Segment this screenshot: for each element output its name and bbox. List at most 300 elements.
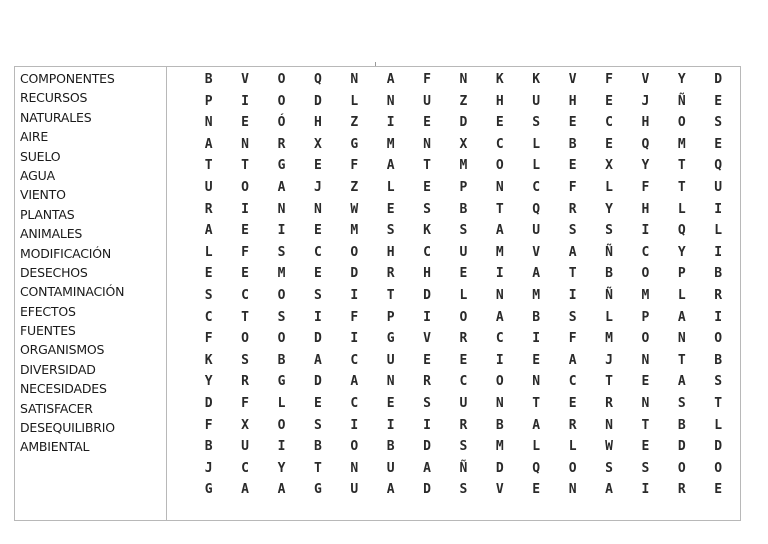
grid-cell: O (277, 287, 287, 303)
grid-cell: S (532, 115, 542, 131)
grid-cell: D (313, 374, 323, 390)
grid-cell: E (241, 115, 250, 131)
grid-cell: I (641, 482, 651, 498)
grid-cell: E (204, 266, 214, 282)
word-list-item: NATURALES (20, 109, 92, 125)
grid-cell: L (277, 395, 287, 411)
grid-cell: Q (714, 158, 724, 174)
word-list-item: DESEQUILIBRIO (20, 420, 115, 436)
grid-cell: J (641, 93, 651, 109)
grid-cell: H (641, 201, 651, 217)
grid-row (191, 436, 737, 458)
word-list-item: NECESIDADES (20, 381, 107, 397)
grid-cell: H (495, 93, 505, 109)
grid-cell: G (386, 331, 396, 347)
grid-cell: S (605, 223, 614, 239)
grid-cell: O (677, 460, 687, 476)
grid-cell: C (495, 136, 505, 152)
grid-cell: E (714, 136, 724, 152)
grid-cell: P (459, 179, 469, 195)
grid-cell: X (241, 417, 250, 433)
grid-cell: A (277, 482, 287, 498)
grid-cell: U (532, 93, 542, 109)
grid-cell: E (568, 395, 578, 411)
grid-cell: G (313, 482, 323, 498)
grid-cell: M (677, 136, 687, 152)
grid-cell: H (423, 266, 432, 282)
grid-cell: A (277, 179, 287, 195)
grid-cell: N (350, 72, 360, 87)
grid-cell: S (313, 287, 323, 303)
grid-cell: Q (313, 72, 323, 87)
grid-row (191, 91, 737, 113)
grid-cell: I (241, 93, 250, 109)
grid-cell: G (204, 482, 214, 498)
grid-cell: I (568, 287, 578, 303)
grid-cell: X (605, 158, 614, 174)
grid-cell: C (241, 460, 250, 476)
grid-cell: L (532, 158, 542, 174)
grid-cell: S (241, 352, 250, 368)
grid-cell: S (641, 460, 651, 476)
grid-cell: L (677, 201, 687, 217)
grid-cell: F (241, 395, 250, 411)
grid-cell: I (495, 352, 505, 368)
grid-cell: E (241, 223, 250, 239)
grid-cell: C (350, 352, 360, 368)
grid-cell: D (423, 482, 432, 498)
grid-cell: U (350, 482, 360, 498)
grid-cell: E (313, 266, 323, 282)
grid-cell: E (641, 374, 651, 390)
grid-cell: U (423, 93, 432, 109)
grid-cell: E (313, 158, 323, 174)
grid-cell: T (677, 352, 687, 368)
grid-cell: Ñ (605, 287, 614, 303)
grid-cell: V (423, 331, 432, 347)
grid-cell: W (605, 439, 614, 455)
grid-cell: F (641, 179, 651, 195)
grid-cell: I (495, 266, 505, 282)
grid-row (191, 177, 737, 199)
grid-cell: N (313, 201, 323, 217)
grid-cell: T (423, 158, 432, 174)
grid-cell: Y (677, 72, 687, 87)
grid-cell: A (386, 158, 396, 174)
grid-cell: E (423, 179, 432, 195)
grid-cell: I (277, 223, 287, 239)
grid-cell: E (386, 395, 396, 411)
grid-cell: O (459, 309, 469, 325)
grid-cell: I (386, 115, 396, 131)
grid-cell: A (313, 352, 323, 368)
grid-cell: B (714, 352, 724, 368)
word-list-item: COMPONENTES (20, 71, 115, 86)
word-list-item: AGUA (20, 167, 55, 183)
grid-cell: L (532, 136, 542, 152)
grid-cell: R (568, 201, 578, 217)
grid-cell: C (313, 244, 323, 260)
grid-cell: N (495, 287, 505, 303)
grid-cell: A (677, 309, 687, 325)
grid-cell: O (241, 331, 250, 347)
grid-cell: A (204, 223, 214, 239)
grid-cell: B (605, 266, 614, 282)
grid-cell: R (714, 287, 724, 303)
grid-cell: Q (677, 223, 687, 239)
grid-cell: T (714, 395, 724, 411)
grid-cell: E (423, 352, 432, 368)
grid-cell: D (204, 395, 214, 411)
grid-cell: F (568, 179, 578, 195)
grid-cell: K (423, 223, 432, 239)
grid-cell: S (568, 309, 578, 325)
grid-cell: O (495, 374, 505, 390)
grid-cell: F (350, 158, 360, 174)
grid-row (191, 415, 737, 437)
grid-cell: L (605, 179, 614, 195)
grid-cell: I (386, 417, 396, 433)
letter-grid (191, 69, 737, 501)
grid-row (191, 220, 737, 242)
grid-cell: L (532, 439, 542, 455)
grid-cell: J (605, 352, 614, 368)
grid-cell: U (459, 244, 469, 260)
grid-cell: E (605, 93, 614, 109)
grid-row (191, 285, 737, 307)
grid-cell: S (459, 439, 469, 455)
grid-cell: I (714, 201, 724, 217)
grid-cell: N (641, 395, 651, 411)
grid-cell: T (313, 460, 323, 476)
grid-cell: I (641, 223, 651, 239)
grid-cell: O (677, 115, 687, 131)
grid-cell: L (677, 287, 687, 303)
grid-row (191, 393, 737, 415)
grid-row (191, 69, 737, 91)
grid-cell: I (714, 244, 724, 260)
grid-cell: C (641, 244, 651, 260)
grid-cell: Y (204, 374, 214, 390)
grid-cell: U (241, 439, 250, 455)
grid-cell: M (459, 158, 469, 174)
word-list-item: PLANTAS (20, 206, 75, 222)
grid-cell: F (605, 72, 614, 87)
grid-row (191, 242, 737, 264)
grid-cell: C (495, 331, 505, 347)
grid-cell: R (241, 374, 250, 390)
grid-cell: A (532, 417, 542, 433)
grid-cell: P (677, 266, 687, 282)
grid-cell: I (277, 439, 287, 455)
grid-cell: Z (459, 93, 469, 109)
grid-cell: E (568, 115, 578, 131)
grid-cell: T (605, 374, 614, 390)
grid-cell: J (313, 179, 323, 195)
grid-cell: S (277, 244, 287, 260)
grid-cell: I (241, 201, 250, 217)
grid-cell: B (532, 309, 542, 325)
grid-cell: E (423, 115, 432, 131)
grid-cell: G (277, 158, 287, 174)
grid-cell: Q (532, 460, 542, 476)
word-list (15, 67, 167, 520)
grid-cell: O (714, 331, 724, 347)
grid-row (191, 134, 737, 156)
grid-cell: A (532, 266, 542, 282)
grid-cell: E (532, 482, 542, 498)
grid-cell: E (532, 352, 542, 368)
grid-cell: L (350, 93, 360, 109)
grid-cell: K (532, 72, 542, 87)
grid-cell: S (605, 460, 614, 476)
grid-cell: V (532, 244, 542, 260)
grid-cell: A (386, 482, 396, 498)
word-list-item: FUENTES (20, 323, 76, 339)
grid-cell: J (204, 460, 214, 476)
grid-cell: U (532, 223, 542, 239)
grid-cell: L (204, 244, 214, 260)
grid-cell: B (204, 72, 214, 87)
grid-cell: O (277, 417, 287, 433)
grid-row (191, 350, 737, 372)
grid-cell: A (605, 482, 614, 498)
grid-cell: E (714, 93, 724, 109)
grid-cell: R (423, 374, 432, 390)
grid-cell: B (459, 201, 469, 217)
grid-cell: V (641, 72, 651, 87)
grid-cell: U (204, 179, 214, 195)
grid-cell: L (568, 439, 578, 455)
grid-cell: B (313, 439, 323, 455)
word-list-item: CONTAMINACIÓN (20, 284, 125, 300)
grid-cell: D (423, 439, 432, 455)
grid-cell: B (204, 439, 214, 455)
grid-cell: Q (532, 201, 542, 217)
grid-cell: O (495, 158, 505, 174)
grid-cell: I (714, 309, 724, 325)
grid-cell: S (677, 395, 687, 411)
grid-cell: R (459, 417, 469, 433)
grid-cell: F (241, 244, 250, 260)
grid-cell: T (204, 158, 214, 174)
grid-cell: K (204, 352, 214, 368)
grid-cell: S (204, 287, 214, 303)
grid-cell: O (641, 266, 651, 282)
grid-cell: F (204, 331, 214, 347)
grid-cell: N (605, 417, 614, 433)
grid-cell: O (241, 179, 250, 195)
grid-cell: T (241, 309, 250, 325)
grid-cell: G (350, 136, 360, 152)
grid-cell: P (204, 93, 214, 109)
word-search-sheet (14, 66, 741, 521)
grid-cell: S (714, 374, 724, 390)
grid-cell: Y (277, 460, 287, 476)
grid-cell: N (641, 352, 651, 368)
grid-cell: M (277, 266, 287, 282)
grid-cell: S (459, 482, 469, 498)
grid-cell: B (495, 417, 505, 433)
grid-cell: I (313, 309, 323, 325)
grid-cell: D (423, 287, 432, 303)
grid-cell: F (423, 72, 432, 87)
grid-cell: E (568, 158, 578, 174)
grid-cell: N (568, 482, 578, 498)
grid-cell: S (459, 223, 469, 239)
grid-cell: C (568, 374, 578, 390)
grid-cell: E (495, 115, 505, 131)
grid-cell: S (423, 201, 432, 217)
grid-cell: G (277, 374, 287, 390)
grid-cell: R (677, 482, 687, 498)
grid-cell: T (677, 158, 687, 174)
grid-cell: Y (605, 201, 614, 217)
grid-cell: B (677, 417, 687, 433)
grid-cell: N (532, 374, 542, 390)
grid-cell: M (641, 287, 651, 303)
grid-row (191, 479, 737, 501)
grid-cell: N (241, 136, 250, 152)
grid-cell: X (313, 136, 323, 152)
grid-cell: D (459, 115, 469, 131)
grid-cell: D (495, 460, 505, 476)
word-list-item: ANIMALES (20, 226, 83, 242)
grid-cell: N (277, 201, 287, 217)
grid-cell: E (313, 395, 323, 411)
grid-row (191, 371, 737, 393)
grid-cell: T (568, 266, 578, 282)
grid-cell: S (568, 223, 578, 239)
grid-cell: A (495, 309, 505, 325)
grid-cell: N (350, 460, 360, 476)
grid-cell: O (350, 244, 360, 260)
grid-cell: A (677, 374, 687, 390)
grid-cell: L (714, 223, 724, 239)
grid-cell: O (350, 439, 360, 455)
grid-cell: E (605, 136, 614, 152)
grid-cell: T (495, 201, 505, 217)
grid-cell: Z (350, 115, 360, 131)
grid-cell: I (350, 331, 360, 347)
grid-cell: H (313, 115, 323, 131)
grid-cell: E (641, 439, 651, 455)
grid-cell: A (386, 72, 396, 87)
grid-cell: C (532, 179, 542, 195)
grid-cell: N (204, 115, 214, 131)
grid-cell: A (423, 460, 432, 476)
word-list-item: VIENTO (20, 187, 66, 203)
grid-cell: C (459, 374, 469, 390)
grid-cell: N (423, 136, 432, 152)
word-list-item: RECURSOS (20, 90, 88, 106)
grid-cell: D (714, 439, 724, 455)
grid-cell: M (495, 244, 505, 260)
grid-cell: W (350, 201, 360, 217)
word-list-item: AIRE (20, 129, 49, 145)
grid-cell: Z (350, 179, 360, 195)
grid-cell: L (386, 179, 396, 195)
grid-cell: C (423, 244, 432, 260)
grid-cell: V (568, 72, 578, 87)
grid-cell: L (605, 309, 614, 325)
grid-cell: H (386, 244, 396, 260)
grid-cell: H (641, 115, 651, 131)
grid-cell: D (313, 331, 323, 347)
grid-cell: E (241, 266, 250, 282)
word-list-item: EFECTOS (20, 303, 76, 319)
grid-cell: K (495, 72, 505, 87)
word-list-item: SUELO (20, 148, 61, 164)
grid-cell: M (386, 136, 396, 152)
grid-cell: C (241, 287, 250, 303)
grid-cell: X (459, 136, 469, 152)
grid-cell: T (532, 395, 542, 411)
word-list-item: DESECHOS (20, 264, 88, 280)
grid-row (191, 458, 737, 480)
grid-cell: I (350, 417, 360, 433)
grid-cell: R (605, 395, 614, 411)
grid-cell: Ñ (605, 244, 614, 260)
grid-cell: Y (677, 244, 687, 260)
grid-cell: H (568, 93, 578, 109)
grid-cell: N (386, 93, 396, 109)
grid-cell: P (386, 309, 396, 325)
word-list-item: MODIFICACIÓN (20, 245, 112, 261)
grid-cell: N (386, 374, 396, 390)
grid-cell: F (204, 417, 214, 433)
grid-cell: E (459, 352, 469, 368)
grid-cell: M (350, 223, 360, 239)
grid-cell: T (641, 417, 651, 433)
grid-cell: A (495, 223, 505, 239)
grid-cell: U (386, 460, 396, 476)
grid-row (191, 112, 737, 134)
grid-cell: D (350, 266, 360, 282)
grid-cell: I (423, 309, 432, 325)
grid-cell: A (568, 352, 578, 368)
grid-cell: M (495, 439, 505, 455)
grid-row (191, 199, 737, 221)
grid-cell: R (568, 417, 578, 433)
grid-cell: Y (641, 158, 651, 174)
grid-cell: C (204, 309, 214, 325)
grid-cell: R (277, 136, 287, 152)
grid-cell: U (714, 179, 724, 195)
word-list-item: DIVERSIDAD (20, 361, 96, 377)
grid-row (191, 263, 737, 285)
grid-cell: O (568, 460, 578, 476)
grid-cell: R (459, 331, 469, 347)
grid-cell: N (495, 395, 505, 411)
grid-cell: O (714, 460, 724, 476)
word-list-item: AMBIENTAL (20, 439, 90, 455)
grid-cell: I (532, 331, 542, 347)
grid-cell: E (459, 266, 469, 282)
grid-cell: N (459, 72, 469, 87)
grid-cell: M (532, 287, 542, 303)
grid-cell: L (714, 417, 724, 433)
grid-cell: A (568, 244, 578, 260)
grid-cell: A (350, 374, 360, 390)
grid-cell: A (241, 482, 250, 498)
grid-row (191, 155, 737, 177)
grid-cell: N (677, 331, 687, 347)
grid-cell: N (495, 179, 505, 195)
grid-cell: V (241, 72, 250, 87)
grid-cell: L (459, 287, 469, 303)
grid-cell: D (313, 93, 323, 109)
